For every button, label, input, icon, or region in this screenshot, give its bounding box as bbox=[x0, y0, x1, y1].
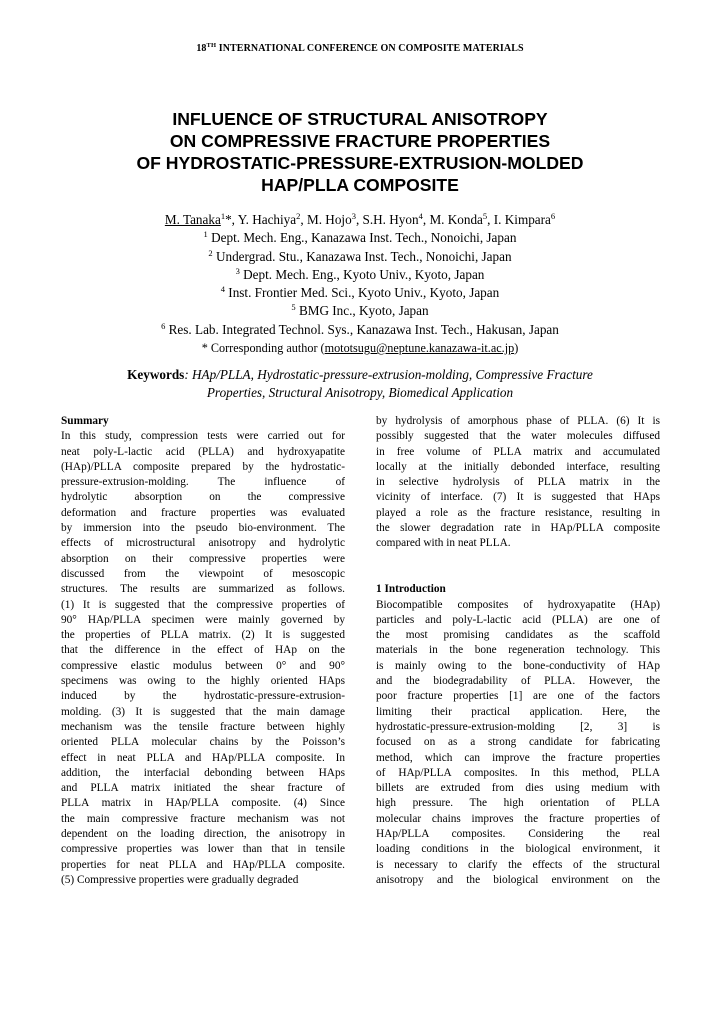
text-line: materials in the bone regeneration technology. This bbox=[376, 644, 660, 657]
author-name: S.H. Hyon bbox=[362, 212, 419, 227]
text-line: the slower degradation rate in HAp/PLLA composite bbox=[376, 522, 660, 535]
text-line: that the difference in the effect of HAp on the bbox=[61, 644, 345, 657]
text-line: of HAp/PLLA composites. In this method, PLLA bbox=[376, 766, 660, 779]
conference-name: INTERNATIONAL CONFERENCE ON COMPOSITE MATERIALS bbox=[216, 43, 524, 54]
keywords-block bbox=[60, 366, 660, 402]
author-name: M. Tanaka bbox=[164, 212, 221, 227]
text-line: properties for neat PLLA and HAp/PLLA composite. bbox=[61, 858, 345, 871]
right-column bbox=[376, 414, 660, 888]
keywords-label: Keywords bbox=[127, 367, 185, 382]
left-column bbox=[61, 414, 345, 888]
text-line: high pressure. The high orientation of PLLA bbox=[376, 797, 660, 810]
text-line: in selective hydrolysis of PLLA matrix in the bbox=[376, 476, 660, 489]
text-line: limiting their practical application. Here, the bbox=[376, 705, 660, 718]
introduction-paragraph bbox=[376, 598, 660, 889]
text-line: addition, the interfacial debonding between HAps bbox=[61, 766, 345, 779]
affiliation-number: 2 bbox=[208, 247, 213, 258]
affiliation-marker: 3 bbox=[351, 211, 356, 221]
affiliation-number: 3 bbox=[235, 265, 240, 276]
corresponding-close: ) bbox=[514, 341, 519, 356]
text-line: the main compressive fracture mechanism was not bbox=[61, 812, 345, 825]
author-block bbox=[60, 211, 660, 357]
corresponding-author bbox=[60, 339, 660, 357]
text-line: HAp/PLLA composites. Considering the real bbox=[376, 828, 660, 841]
corresponding-email-link[interactable]: mototsugu@neptune.kanazawa-it.ac.jp bbox=[324, 341, 515, 356]
text-line: PLLA matrix in HAp/PLLA composite. (4) Since bbox=[61, 797, 345, 810]
text-line: vicinity of interface. (7) It is suggested that HAps bbox=[376, 491, 660, 504]
text-line: mechanism was the tensile fracture between highly bbox=[61, 720, 345, 733]
text-line: oriented PLLA molecular chains by the Poisson’s bbox=[61, 736, 345, 749]
text-line: played a role as the fracture resistance, resulting in bbox=[376, 506, 660, 519]
text-line: hydrolytic absorption on the compressive bbox=[61, 491, 345, 504]
text-line: focused on as a strong candidate for fabricating bbox=[376, 736, 660, 749]
author-separator: , bbox=[487, 212, 494, 227]
corresponding-label: * Corresponding author ( bbox=[201, 341, 325, 356]
affiliation-line bbox=[60, 284, 660, 302]
text-line: and the biodegradability of PLLA. However, the bbox=[376, 675, 660, 688]
author-separator: , bbox=[300, 212, 307, 227]
text-line: (1) It is suggested that the compressive properties of bbox=[61, 598, 345, 611]
affiliation-marker: 5 bbox=[482, 211, 488, 221]
affiliation-number: 6 bbox=[161, 320, 166, 331]
text-line: compared with in neat PLLA. bbox=[376, 537, 511, 550]
paragraph-gap bbox=[376, 552, 660, 567]
text-line: particles and poly-L-lactic acid (PLLA) are one of bbox=[376, 613, 660, 626]
title-line: INFLUENCE OF STRUCTURAL ANISOTROPY bbox=[172, 109, 548, 129]
text-line: specimens was owing to the highly oriented HAps bbox=[61, 675, 345, 688]
text-line: the properties of PLLA matrix. (2) It is suggested bbox=[61, 629, 345, 642]
affiliation-number: 4 bbox=[220, 284, 225, 295]
affiliation-text: Dept. Mech. Eng., Kanazawa Inst. Tech., Nonoichi, Japan bbox=[207, 230, 517, 246]
affiliation-marker: 1 bbox=[220, 211, 226, 221]
affiliation-text: Res. Lab. Integrated Technol. Sys., Kanazawa Inst. Tech., Hakusan, Japan bbox=[165, 321, 559, 337]
text-line: induced by the hydrostatic-pressure-extrusion- bbox=[61, 690, 345, 703]
text-line: dependent on the loading direction, the anisotropy in bbox=[61, 828, 345, 841]
affiliation-line bbox=[60, 266, 660, 284]
author-separator: , bbox=[422, 212, 430, 227]
ordinal-superscript: TH bbox=[206, 42, 217, 49]
text-line: and PLLA matrix initiated the shear fracture of bbox=[61, 782, 345, 795]
text-line: the most promising candidates as the scaffold bbox=[376, 629, 660, 642]
text-line: discussed from the viewpoint of mesoscopic bbox=[61, 567, 345, 580]
title-line: ON COMPRESSIVE FRACTURE PROPERTIES bbox=[169, 131, 551, 151]
text-line: In this study, compression tests were carried out for bbox=[61, 430, 345, 443]
text-line: neat poly-L-lactic acid (PLLA) and hydroxyapatite bbox=[61, 445, 345, 458]
text-line: molding. (3) It is suggested that the main damage bbox=[61, 705, 345, 718]
text-line: molecular chains improves the fracture properties of bbox=[376, 812, 660, 825]
affiliation-number: 1 bbox=[203, 229, 208, 240]
affiliation-number: 5 bbox=[291, 302, 296, 313]
running-header bbox=[0, 42, 720, 54]
text-line: structures. The results are summarized as follows. bbox=[61, 583, 345, 596]
paragraph-gap bbox=[376, 567, 660, 582]
text-line: by hydrolysis of amorphous phase of PLLA. (6) It is bbox=[376, 415, 660, 427]
affiliation-line bbox=[60, 321, 660, 339]
keywords-line bbox=[60, 366, 660, 384]
text-line: hydrostatic-pressure-extrusion-molding [2, 3] is bbox=[376, 720, 660, 733]
section-heading-introduction: 1 Introduction bbox=[376, 583, 446, 596]
affiliation-marker: 4 bbox=[418, 211, 423, 221]
keywords-text: Properties, Structural Anisotropy, Biomedical Application bbox=[206, 385, 514, 400]
author-separator: , bbox=[355, 212, 363, 227]
keywords-text: : HAp/PLLA, Hydrostatic-pressure-extrusion-molding, Compressive Fracture bbox=[184, 367, 593, 382]
affiliation-line bbox=[60, 229, 660, 247]
text-line: loading conditions in the biological environment, it bbox=[376, 843, 660, 856]
author-name: M. Hojo bbox=[306, 212, 352, 227]
text-line: deformation and fracture properties was evaluated bbox=[61, 506, 345, 519]
text-line: 90° HAp/PLLA specimen were mainly governed by bbox=[61, 613, 345, 626]
text-line: effects of microstructural anisotropy and hydrolytic bbox=[61, 537, 345, 550]
text-line: (5) Compressive properties were gradually degraded bbox=[61, 873, 299, 886]
text-line: in free volume of PLLA matrix and accumulated bbox=[376, 445, 660, 458]
affiliation-marker: 2 bbox=[296, 211, 301, 221]
text-line: locally at the initially debonded interface, resulting bbox=[376, 460, 660, 473]
text-line: pressure-extrusion-molding. The influence of bbox=[61, 476, 345, 489]
affiliation-text: Inst. Frontier Med. Sci., Kyoto Univ., Kyoto, Japan bbox=[225, 285, 500, 301]
title-line: HAP/PLLA COMPOSITE bbox=[261, 175, 459, 195]
text-line: effect in neat PLLA and HAp/PLLA composite. In bbox=[61, 751, 345, 764]
corresponding-marker: *, bbox=[225, 212, 238, 227]
affiliation-text: BMG Inc., Kyoto, Japan bbox=[295, 303, 429, 319]
text-line: billets are extruded from dies using medium with bbox=[376, 782, 660, 795]
paper-title bbox=[60, 108, 660, 196]
text-line: poor fracture properties [1] are one of the factors bbox=[376, 690, 660, 703]
text-line: by immersion into the pseudo bio-environment. The bbox=[61, 522, 345, 535]
text-line: method, which can improve the fracture properties bbox=[376, 751, 660, 764]
affiliation-line bbox=[60, 302, 660, 320]
text-line: possibly suggested that the water molecules diffused bbox=[376, 430, 660, 443]
author-list bbox=[60, 211, 660, 229]
text-line: is mainly owing to the bone-conductivity of HAp bbox=[376, 659, 660, 672]
text-line: (HAp)/PLLA composite prepared by the hydrostatic- bbox=[61, 460, 345, 473]
author-name: M. Konda bbox=[429, 212, 483, 227]
text-line: Biocompatible composites of hydroxyapatite (HAp) bbox=[376, 598, 660, 611]
conference-ordinal: 18 bbox=[196, 43, 207, 54]
affiliation-text: Dept. Mech. Eng., Kyoto Univ., Kyoto, Japan bbox=[239, 266, 485, 282]
author-name: I. Kimpara bbox=[493, 212, 551, 227]
text-line: anisotropy and the biological environment on the bbox=[376, 873, 660, 886]
affiliation-marker: 6 bbox=[550, 211, 556, 221]
text-line: is necessary to clarify the effects of the structural bbox=[376, 858, 660, 871]
text-line: compressive properties was lower than that in tensile bbox=[61, 843, 345, 856]
summary-heading: Summary bbox=[61, 415, 109, 427]
title-line: OF HYDROSTATIC-PRESSURE-EXTRUSION-MOLDED bbox=[136, 153, 584, 173]
affiliation-text: Undergrad. Stu., Kanazawa Inst. Tech., Nonoichi, Japan bbox=[212, 248, 512, 264]
author-name: Y. Hachiya bbox=[237, 212, 297, 227]
text-line: absorption on their compressive properties were bbox=[61, 552, 345, 565]
affiliation-line bbox=[60, 248, 660, 266]
text-line: compressive elastic modulus between 0° and 90° bbox=[61, 659, 345, 672]
